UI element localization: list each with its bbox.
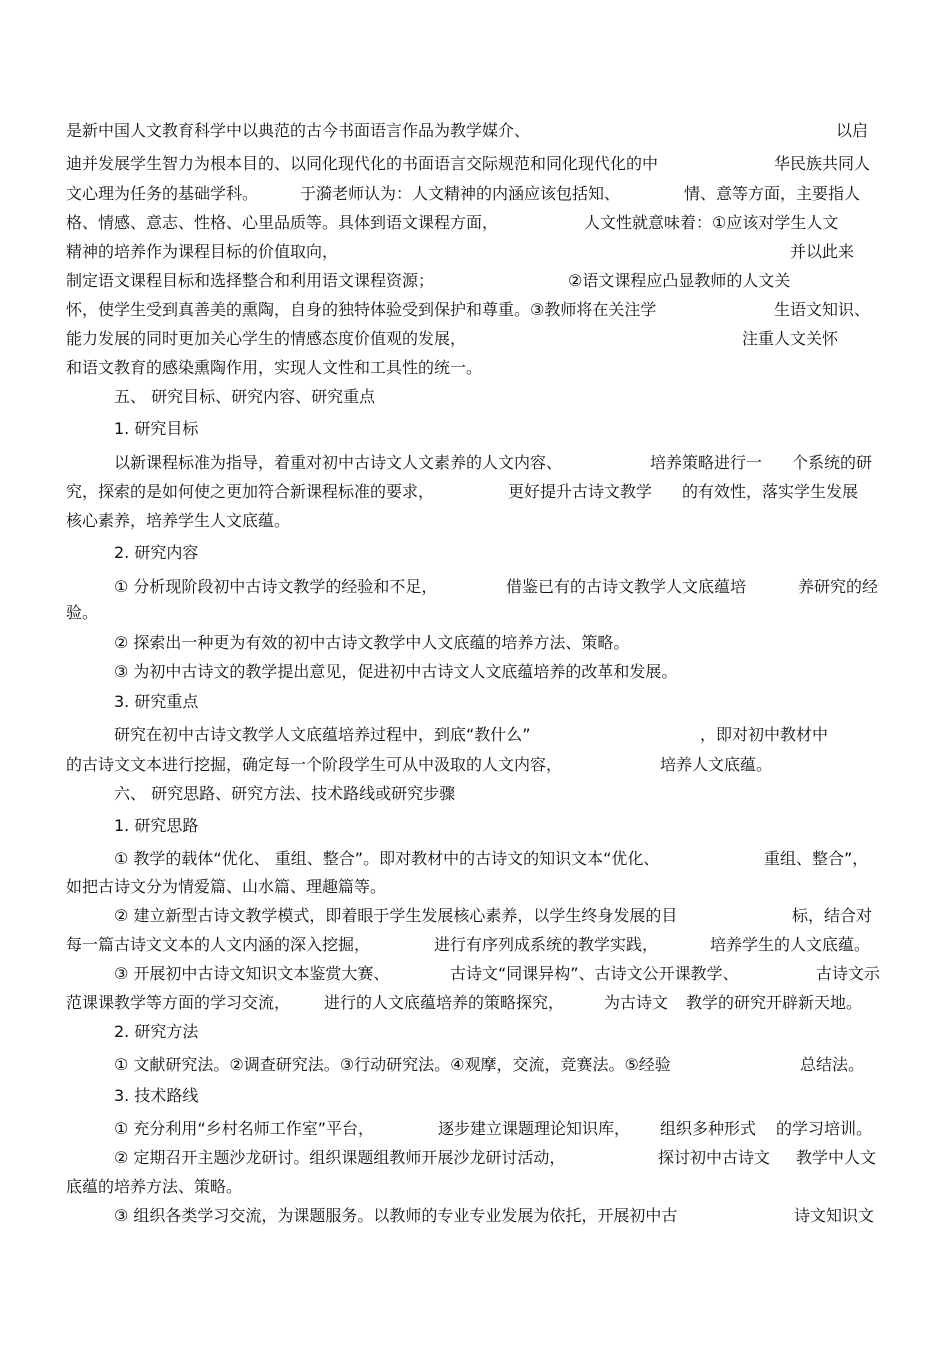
subsection-heading: 1. 研究思路	[114, 816, 199, 835]
text-line: 制定语文课程目标和选择整合和利用语文课程资源；	[66, 271, 435, 290]
text-line: 研究在初中古诗文教学人文底蕴培养过程中，到底“教什么”	[114, 725, 531, 744]
text-line: 以新课程标准为指导，着重对初中古诗文人文素养的人文内容、	[114, 453, 563, 472]
section-heading: 五、 研究目标、研究内容、研究重点	[114, 387, 376, 406]
text-line: 情、意等方面，主要指人	[684, 184, 861, 203]
text-line: 总结法。	[800, 1055, 865, 1074]
text-line: 教学的研究开辟新天地。	[686, 993, 863, 1012]
text-line: 验。	[66, 603, 99, 622]
text-line: 培养学生的人文底蕴。	[710, 935, 871, 954]
text-line: 培养人文底蕴。	[660, 755, 773, 774]
text-line: ② 定期召开主题沙龙研讨。组织课题组教师开展沙龙研讨活动，	[114, 1148, 566, 1167]
text-line: 标，结合对	[792, 906, 873, 925]
text-line: ③ 为初中古诗文的教学提出意见，促进初中古诗文人文底蕴培养的改革和发展。	[114, 662, 678, 681]
text-line: 古诗文示	[816, 964, 881, 983]
text-line: ① 教学的载体“优化、 重组、整合”。即对教材中的古诗文的知识文本“优化、	[114, 849, 660, 868]
text-line: 华民族共同人	[774, 154, 871, 173]
text-line: ③ 组织各类学习交流，为课题服务。以教师的专业专业发展为依托，开展初中古	[114, 1206, 678, 1225]
text-line: 诗文知识文	[794, 1206, 875, 1225]
text-line: ③ 开展初中古诗文知识文本鉴赏大赛、	[114, 964, 390, 983]
text-line: 个系统的研	[792, 453, 873, 472]
text-line: ① 充分利用“乡村名师工作室”平台，	[114, 1119, 375, 1138]
text-line: 借鉴已有的古诗文教学人文底蕴培	[506, 577, 747, 596]
text-line: 怀，使学生受到真善美的熏陶，自身的独特体验受到保护和尊重。③教师将在关注学	[66, 300, 657, 319]
text-line: 是新中国人文教育科学中以典范的古今书面语言作品为教学媒介、	[66, 121, 531, 140]
text-line: 并以此来	[790, 242, 855, 261]
text-line: 能力发展的同时更加关心学生的情感态度价值观的发展，	[66, 329, 467, 348]
text-line: ② 建立新型古诗文教学模式，即着眼于学生发展核心素养，以学生终身发展的目	[114, 906, 678, 925]
subsection-heading: 3. 研究重点	[114, 692, 199, 711]
text-line: 文心理为任务的基础学科。	[66, 184, 259, 203]
text-line: 注重人文关怀	[742, 329, 839, 348]
text-line: 进行的人文底蕴培养的策略探究，	[324, 993, 565, 1012]
text-line: 精神的培养作为课程目标的价值取向，	[66, 242, 339, 261]
text-line: 养研究的经	[798, 577, 879, 596]
section-heading: 六、 研究思路、研究方法、技术路线或研究步骤	[114, 784, 456, 803]
text-line: 的有效性，落实学生发展	[682, 482, 859, 501]
text-line: 底蕴的培养方法、策略。	[66, 1177, 243, 1196]
text-line: 和语文教育的感染熏陶作用，实现人文性和工具性的统一。	[66, 358, 483, 377]
text-line: ，即对初中教材中	[700, 725, 829, 744]
subsection-heading: 2. 研究方法	[114, 1022, 199, 1041]
text-line: 探讨初中古诗文	[658, 1148, 771, 1167]
text-line: 进行有序列成系统的教学实践，	[434, 935, 659, 954]
text-line: ②语文课程应凸显教师的人文关	[568, 271, 791, 290]
text-line: 格、情感、意志、性格、心里品质等。具体到语文课程方面，	[66, 213, 499, 232]
text-line: 于漪老师认为：人文精神的内涵应该包括知、	[300, 184, 621, 203]
text-line: 为古诗文	[604, 993, 669, 1012]
text-line: 迪并发展学生智力为根本目的、以同化现代化的书面语言交际规范和同化现代化的中	[66, 154, 659, 173]
text-line: 重组、整合”，	[764, 849, 869, 868]
text-line: 组织多种形式	[660, 1119, 757, 1138]
text-line: 范课课教学等方面的学习交流，	[66, 993, 291, 1012]
text-line: 究，探索的是如何使之更加符合新课程标准的要求，	[66, 482, 435, 501]
text-line: 教学中人文	[796, 1148, 877, 1167]
subsection-heading: 3. 技术路线	[114, 1086, 199, 1105]
text-line: 人文性就意味着：①应该对学生人文	[584, 213, 839, 232]
text-line: 生语文知识、	[774, 300, 871, 319]
text-line: 以启	[836, 121, 869, 140]
text-line: 古诗文“同课异构”、古诗文公开课教学、	[450, 964, 739, 983]
text-line: 每一篇古诗文文本的人文内涵的深入挖掘，	[66, 935, 371, 954]
text-line: ① 文献研究法。②调查研究法。③行动研究法。④观摩，交流，竞赛法。⑤经验	[114, 1055, 671, 1074]
text-line: 如把古诗文分为情爱篇、山水篇、理趣篇等。	[66, 877, 387, 896]
text-line: 培养策略进行一	[650, 453, 763, 472]
text-line: 的古诗文文本进行挖掘，确定每一个阶段学生可从中汲取的人文内容，	[66, 755, 563, 774]
text-line: 核心素养，培养学生人文底蕴。	[66, 511, 291, 530]
subsection-heading: 1. 研究目标	[114, 419, 199, 438]
text-line: 逐步建立课题理论知识库，	[438, 1119, 631, 1138]
text-line: ② 探索出一种更为有效的初中古诗文教学中人文底蕴的培养方法、策略。	[114, 633, 630, 652]
text-line: ① 分析现阶段初中古诗文教学的经验和不足，	[114, 577, 438, 596]
text-line: 更好提升古诗文教学	[508, 482, 653, 501]
subsection-heading: 2. 研究内容	[114, 543, 199, 562]
text-line: 的学习培训。	[776, 1119, 873, 1138]
